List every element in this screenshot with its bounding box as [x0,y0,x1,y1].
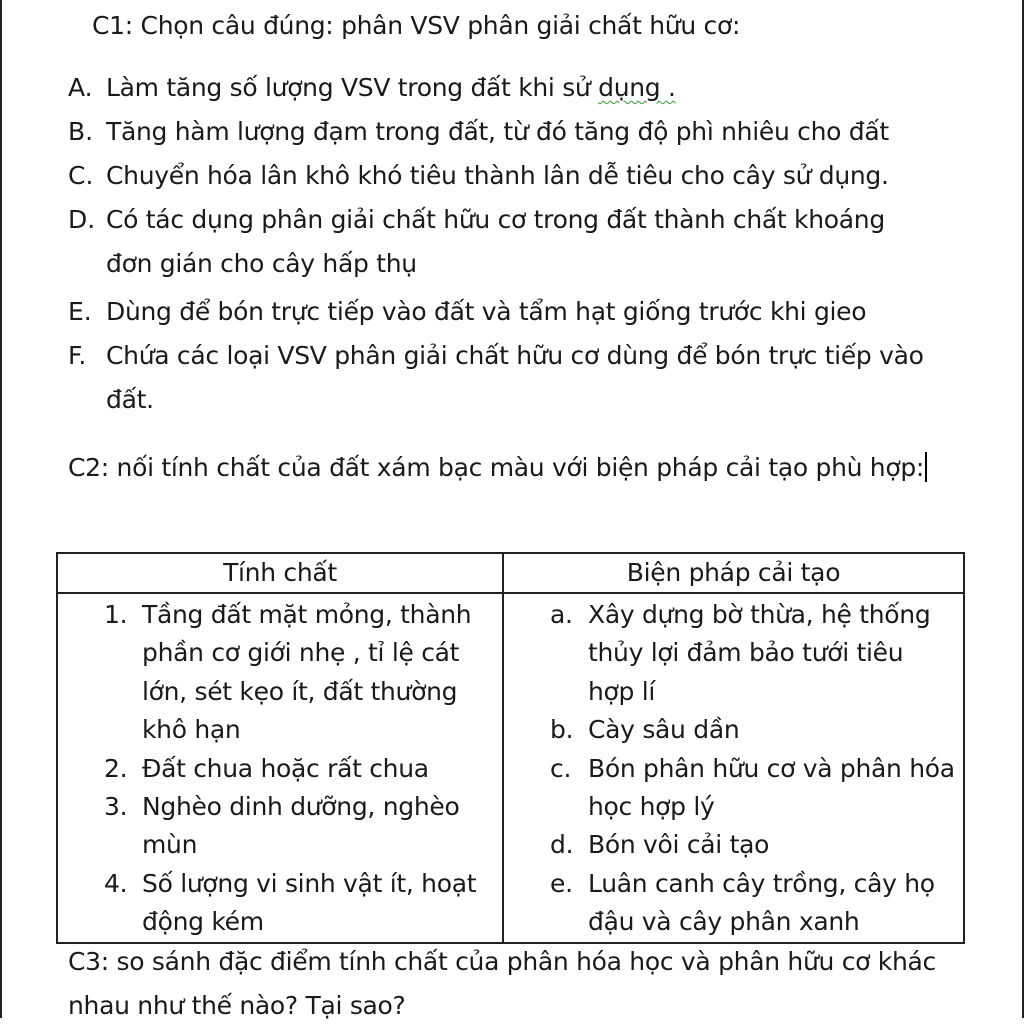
question-2-title[interactable] [68,446,928,490]
measure-letter: a. [550,600,573,629]
measure-text: Bón phân hữu cơ và phân hóa học hợp lý [588,753,955,822]
measures-cell [503,593,964,943]
measure-text: Xây dựng bờ thừa, hệ thống thủy lợi đảm bảo tưới tiêu hợp lí [588,600,931,706]
header-measures: Biện pháp cải tạo [503,553,964,593]
option-c-text: Chuyển hóa lân khô khó tiêu thành lân dễ tiêu cho cây sử dụng. [106,161,889,190]
property-text: Tầng đất mặt mỏng, thành phần cơ giới nhẹ , tỉ lệ cát lớn, sét kẹo ít, đất thường khô hạn [142,600,472,745]
option-d-text: Có tác dụng phân giải chất hữu cơ trong đất thành chất khoáng đơn gián cho cây hấp thụ [106,205,885,278]
option-f-letter: F. [68,341,87,370]
measure-text: Cày sâu dần [588,715,740,745]
property-text: Nghèo dinh dưỡng, nghèo mùn [142,792,460,860]
property-number: 2. [104,753,128,783]
property-item [58,788,502,865]
measure-item [504,865,963,942]
option-a-letter: A. [68,73,93,102]
question-3-title: C3: so sánh đặc điểm tính chất của phân hóa học và phân hữu cơ khác nhau như thế nào? Tại sao? [68,947,936,1020]
property-number: 4. [104,868,128,898]
property-text: Đất chua hoặc rất chua [142,753,429,783]
measure-item [504,826,963,864]
measure-item [504,750,963,827]
question-2-text: C2: nối tính chất của đất xám bạc màu với biện pháp cải tạo phù hợp: [68,453,925,482]
properties-cell [57,593,503,943]
option-e-text: Dùng để bón trực tiếp vào đất và tẩm hạt giống trước khi gieo [106,297,867,326]
measure-letter: b. [550,715,574,745]
measure-text: Luân canh cây trồng, cây họ đậu và cây phân xanh [588,868,935,937]
matching-table [56,552,965,944]
measure-letter: e. [550,868,573,898]
option-c-letter: C. [68,161,94,190]
option-e-letter: E. [68,297,92,326]
property-item [58,750,502,788]
property-item [58,865,502,942]
text-cursor [925,452,927,482]
option-b-text: Tăng hàm lượng đạm trong đất, từ đó tăng độ phì nhiêu cho đất [106,117,889,146]
option-d-letter: D. [68,205,96,234]
measure-item [504,596,963,711]
option-a-text [106,66,966,110]
measure-text: Bón vôi cải tạo [588,830,770,860]
option-b-letter: B. [68,117,94,146]
property-text: Số lượng vi sinh vật ít, hoạt động kém [142,868,477,937]
option-f-text: Chứa các loại VSV phân giải chất hữu cơ dùng để bón trực tiếp vào đất. [106,341,924,414]
measure-item [504,711,963,749]
property-item [58,596,502,750]
measure-letter: d. [550,830,574,860]
measure-letter: c. [550,753,572,783]
spellcheck-underline: dụng . [598,73,676,102]
header-properties: Tính chất [57,553,503,593]
property-number: 1. [104,600,128,629]
question-1-title: C1: Chọn câu đúng: phân VSV phân giải chất hữu cơ: [92,11,741,40]
option-a-main: Làm tăng số lượng VSV trong đất khi sử [106,73,599,102]
property-number: 3. [104,792,128,822]
